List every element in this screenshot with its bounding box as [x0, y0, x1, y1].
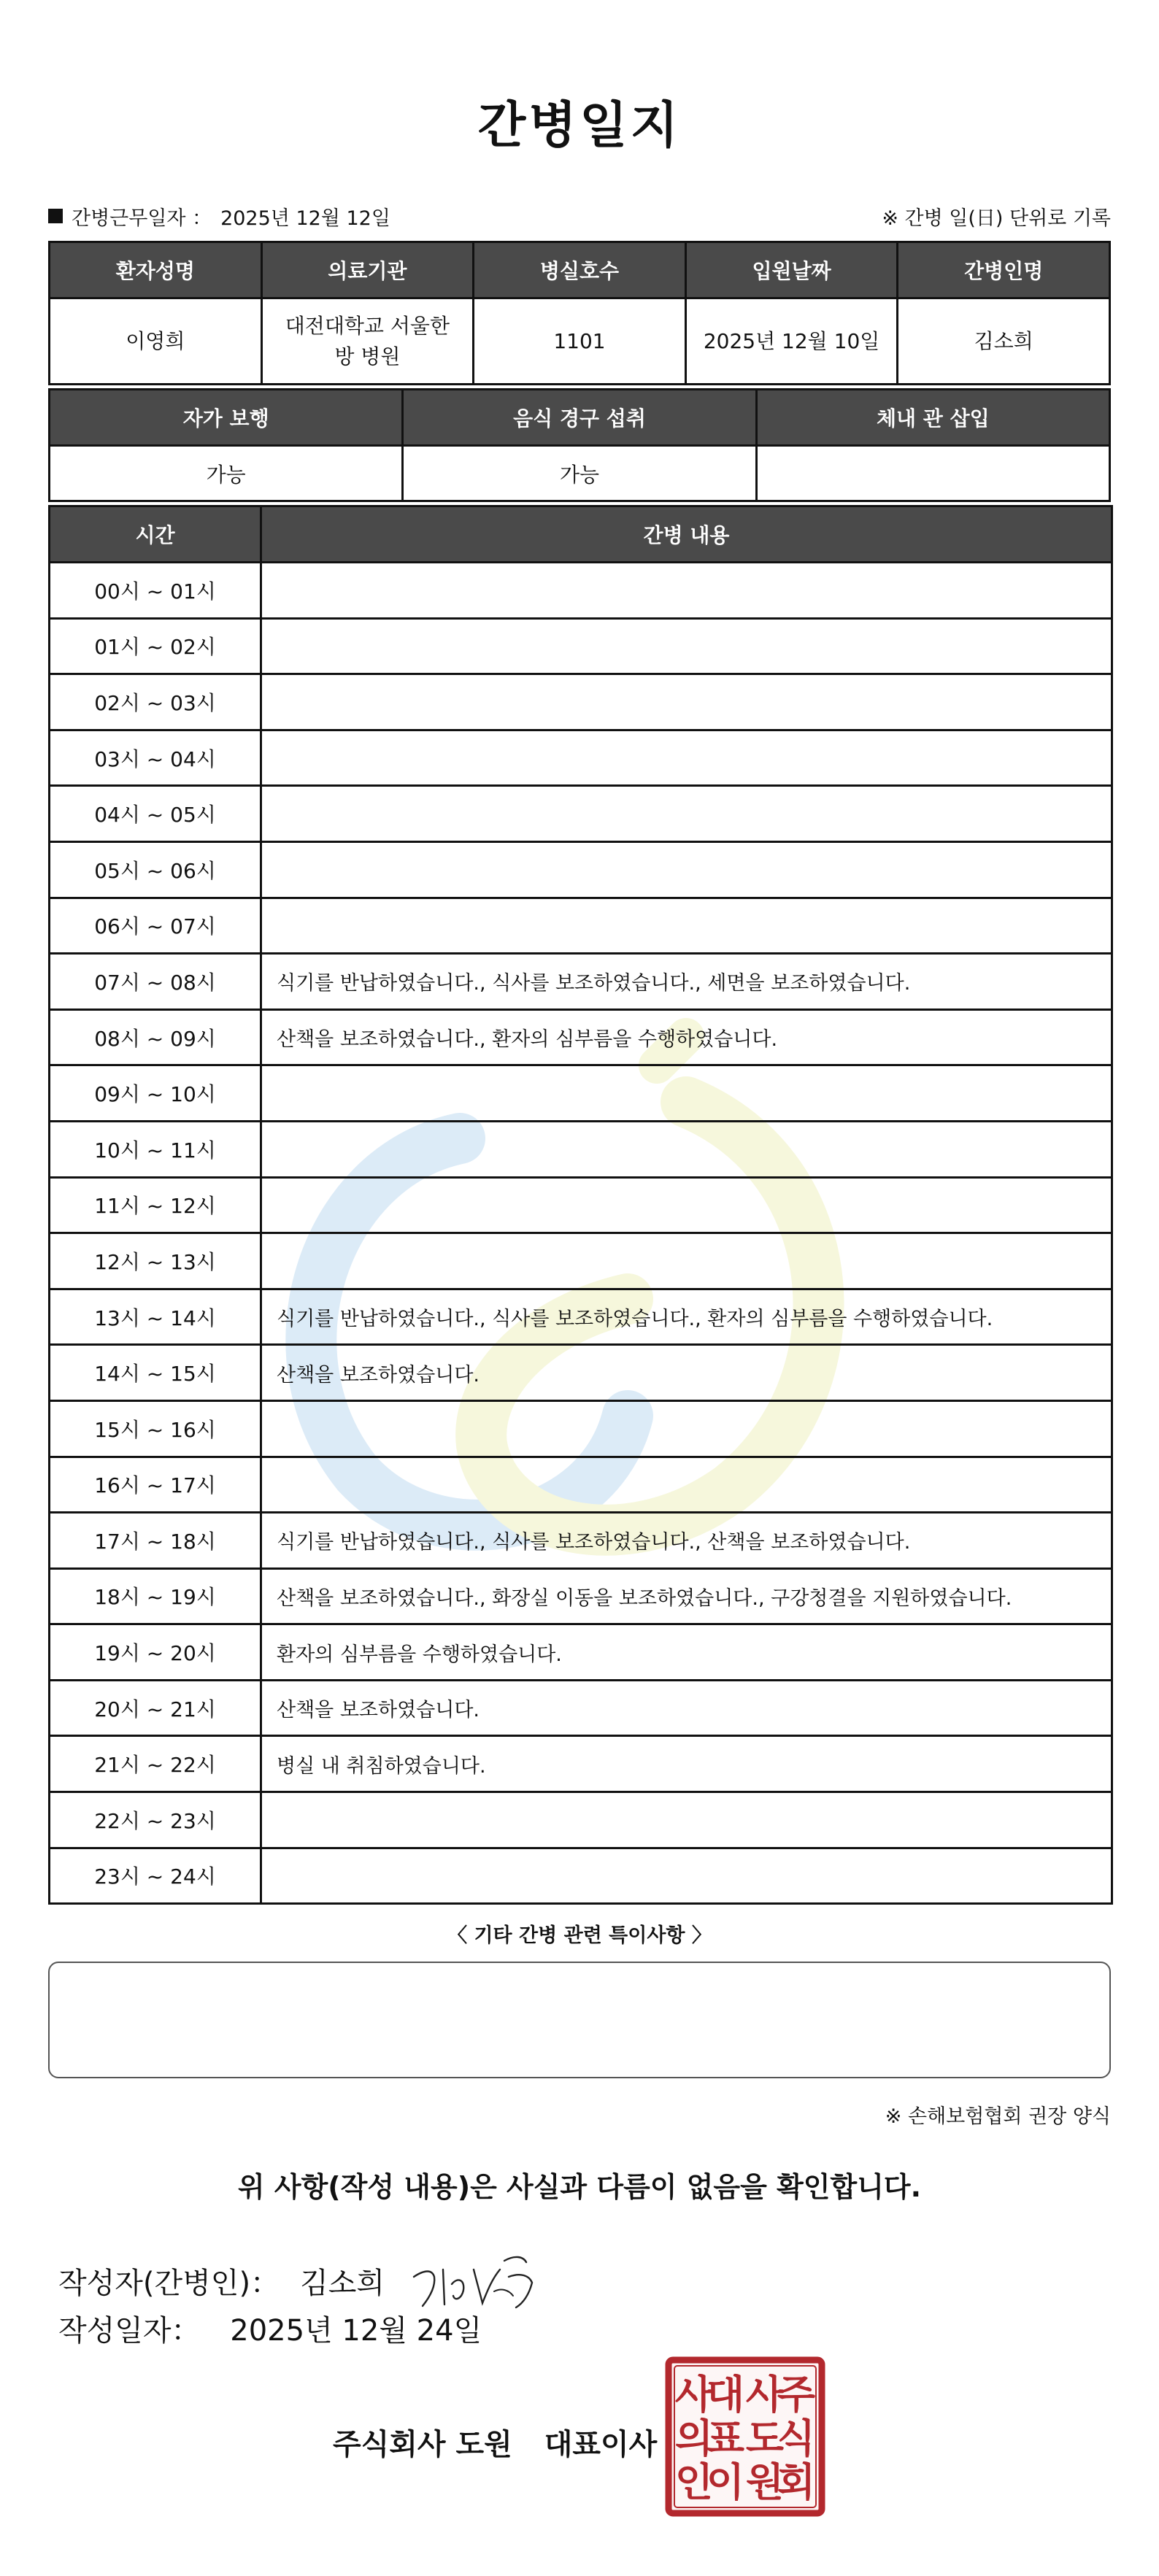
header-care-content: 간병 내용 [261, 506, 1112, 563]
seal-character: 사 [674, 2372, 714, 2418]
seal-character: 도 [745, 2415, 785, 2461]
special-notes-title: 〈 기타 간병 관련 특이사항 〉 [447, 1924, 712, 1947]
care-log-content [261, 1400, 1112, 1457]
care-log-time: 19시 ~ 20시 [50, 1624, 261, 1681]
care-log-time: 16시 ~ 17시 [50, 1457, 261, 1513]
care-log-content [261, 1792, 1112, 1848]
care-log-time: 03시 ~ 04시 [50, 730, 261, 786]
care-log-row [50, 1568, 1112, 1624]
company-name: 주식회사 도원 [333, 2428, 512, 2461]
patient-table-value-row [50, 298, 1110, 385]
care-log-content: 식기를 반납하였습니다., 식사를 보조하였습니다., 산책을 보조하였습니다. [261, 1513, 1112, 1569]
writer-label: 작성자(간병인)： [58, 2266, 280, 2300]
bullet-square-icon [48, 209, 63, 223]
page-title: 간병일지 [477, 97, 682, 155]
care-log-content: 산책을 보조하였습니다. [261, 1345, 1112, 1401]
confirmation-statement: 위 사항(작성 내용)은 사실과 다름이 없음을 확인합니다. [237, 2171, 922, 2203]
handwritten-signature [407, 2248, 545, 2313]
care-log-time: 14시 ~ 15시 [50, 1345, 261, 1401]
writer-line [58, 2248, 545, 2313]
care-log-row [50, 730, 1112, 786]
care-log-time: 07시 ~ 08시 [50, 954, 261, 1010]
form-note: ※ 손해보험협회 권장 양식 [885, 2105, 1111, 2128]
care-log-content: 식기를 반납하였습니다., 식사를 보조하였습니다., 세면을 보조하였습니다. [261, 954, 1112, 1010]
admission-date: 2025년 12월 10일 [685, 298, 898, 385]
care-log-content: 식기를 반납하였습니다., 식사를 보조하였습니다., 환자의 심부름을 수행하였습니다. [261, 1289, 1112, 1345]
patient-table-header-row [50, 242, 1110, 298]
care-log-row [50, 1792, 1112, 1848]
care-log-time: 21시 ~ 22시 [50, 1736, 261, 1792]
write-date-value: 2025년 12월 24일 [230, 2314, 482, 2348]
header-time: 시간 [50, 506, 261, 563]
care-log-time: 05시 ~ 06시 [50, 841, 261, 898]
unit-note: ※ 간병 일(日) 단위로 기록 [882, 207, 1111, 230]
care-log-row [50, 674, 1112, 730]
care-log-content [261, 1121, 1112, 1177]
care-log-content [261, 1177, 1112, 1233]
care-log-header-row [50, 506, 1112, 563]
seal-character: 인 [674, 2459, 714, 2505]
care-log-row [50, 1065, 1112, 1122]
care-log-content: 환자의 심부름을 수행하였습니다. [261, 1624, 1112, 1681]
hospital-name [261, 298, 474, 385]
care-log-content [261, 618, 1112, 674]
care-log-table [48, 505, 1113, 1905]
care-log-content [261, 1848, 1112, 1904]
hospital-name-text: 대전대학교 서울한방 병원 [285, 313, 450, 369]
room-number: 1101 [474, 298, 686, 385]
care-log-row [50, 1400, 1112, 1457]
care-log-content [261, 1457, 1112, 1513]
care-log-row [50, 618, 1112, 674]
company-line [333, 2421, 657, 2463]
care-log-time: 00시 ~ 01시 [50, 563, 261, 619]
care-log-content [261, 841, 1112, 898]
special-notes-box [48, 1962, 1111, 2078]
care-log-row [50, 1177, 1112, 1233]
care-log-time: 18시 ~ 19시 [50, 1568, 261, 1624]
care-log-content [261, 674, 1112, 730]
care-log-time: 17시 ~ 18시 [50, 1513, 261, 1569]
header-patient-name: 환자성명 [50, 242, 262, 298]
care-log-content [261, 1065, 1112, 1122]
care-log-row [50, 1680, 1112, 1736]
patient-ability-table [48, 388, 1111, 502]
care-log-time: 23시 ~ 24시 [50, 1848, 261, 1904]
seal-character: 사 [745, 2372, 785, 2418]
care-log-content [261, 563, 1112, 619]
care-log-time: 02시 ~ 03시 [50, 674, 261, 730]
company-ceo-title: 대표이사 [544, 2428, 658, 2461]
tube-insertion-value [756, 446, 1109, 501]
care-log-row [50, 841, 1112, 898]
ability-table-value-row [50, 446, 1110, 501]
header-admission-date: 입원날짜 [685, 242, 898, 298]
care-log-content [261, 730, 1112, 786]
care-log-row [50, 1289, 1112, 1345]
meta-row [48, 201, 1111, 231]
care-log-row [50, 898, 1112, 954]
seal-character: 표 [706, 2415, 745, 2461]
care-log-row [50, 1848, 1112, 1904]
header-self-walking: 자가 보행 [50, 390, 403, 446]
patient-name: 이영희 [50, 298, 262, 385]
care-log-row [50, 786, 1112, 842]
seal-character: 식 [777, 2415, 816, 2461]
care-log-time: 10시 ~ 11시 [50, 1121, 261, 1177]
care-log-content [261, 786, 1112, 842]
care-log-row [50, 1345, 1112, 1401]
care-log-content: 산책을 보조하였습니다., 환자의 심부름을 수행하였습니다. [261, 1009, 1112, 1065]
care-log-row [50, 563, 1112, 619]
work-date [48, 202, 390, 231]
work-date-value: 2025년 12월 12일 [220, 207, 390, 230]
care-log-time: 09시 ~ 10시 [50, 1065, 261, 1122]
patient-info-table [48, 241, 1111, 385]
write-date-line [58, 2307, 482, 2349]
care-log-content: 산책을 보조하였습니다. [261, 1680, 1112, 1736]
seal-character: 이 [706, 2459, 745, 2505]
seal-character: 회 [777, 2459, 816, 2505]
care-log-row [50, 1624, 1112, 1681]
header-hospital: 의료기관 [261, 242, 474, 298]
seal-character: 의 [674, 2415, 714, 2461]
company-seal-stamp [664, 2356, 826, 2518]
care-log-row [50, 1736, 1112, 1792]
header-tube-insertion: 체내 관 삽입 [756, 390, 1109, 446]
care-log-content [261, 1233, 1112, 1289]
ability-table-header-row [50, 390, 1110, 446]
care-log-time: 20시 ~ 21시 [50, 1680, 261, 1736]
care-log-row [50, 1233, 1112, 1289]
writer-name: 김소희 [300, 2266, 385, 2300]
oral-intake-value: 가능 [403, 446, 756, 501]
care-log-time: 12시 ~ 13시 [50, 1233, 261, 1289]
care-log-time: 08시 ~ 09시 [50, 1009, 261, 1065]
seal-character: 대 [706, 2372, 745, 2418]
self-walking-value: 가능 [50, 446, 403, 501]
care-log-row [50, 954, 1112, 1010]
header-caregiver-name: 간병인명 [898, 242, 1110, 298]
care-log-content: 산책을 보조하였습니다., 화장실 이동을 보조하였습니다., 구강청결을 지원하였습니다. [261, 1568, 1112, 1624]
caregiver-name: 김소희 [898, 298, 1110, 385]
care-log-content [261, 898, 1112, 954]
care-log-time: 22시 ~ 23시 [50, 1792, 261, 1848]
header-oral-intake: 음식 경구 섭취 [403, 390, 756, 446]
care-log-time: 01시 ~ 02시 [50, 618, 261, 674]
care-log-time: 06시 ~ 07시 [50, 898, 261, 954]
write-date-label: 작성일자： [58, 2314, 201, 2348]
care-log-time: 13시 ~ 14시 [50, 1289, 261, 1345]
work-date-label: 간병근무일자 ： [72, 207, 212, 230]
care-log-row [50, 1121, 1112, 1177]
care-log-content: 병실 내 취침하였습니다. [261, 1736, 1112, 1792]
care-log-row [50, 1009, 1112, 1065]
care-log-row [50, 1457, 1112, 1513]
care-log-row [50, 1513, 1112, 1569]
seal-character: 원 [745, 2459, 785, 2505]
care-log-time: 15시 ~ 16시 [50, 1400, 261, 1457]
care-log-body [50, 563, 1112, 1904]
seal-character: 주 [777, 2372, 816, 2418]
care-log-time: 11시 ~ 12시 [50, 1177, 261, 1233]
header-room: 병실호수 [474, 242, 686, 298]
care-log-time: 04시 ~ 05시 [50, 786, 261, 842]
